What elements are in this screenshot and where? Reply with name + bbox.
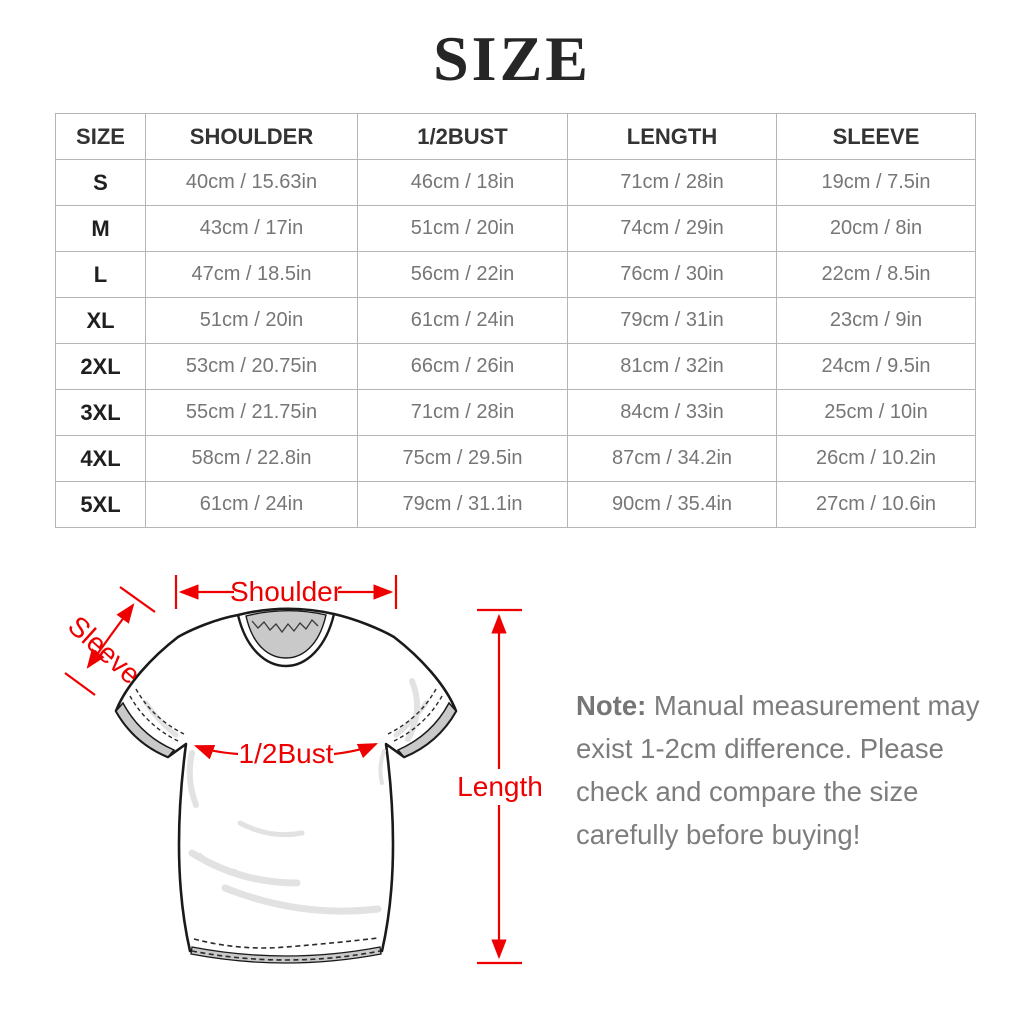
length-label: Length <box>457 771 543 802</box>
page-title: SIZE <box>433 23 591 94</box>
value-cell: 61cm / 24in <box>358 298 568 344</box>
value-cell: 19cm / 7.5in <box>777 160 976 206</box>
note-label: Note: <box>576 690 647 721</box>
value-cell: 51cm / 20in <box>146 298 358 344</box>
value-cell: 79cm / 31in <box>568 298 777 344</box>
value-cell: 75cm / 29.5in <box>358 436 568 482</box>
value-cell: 66cm / 26in <box>358 344 568 390</box>
table-row <box>56 298 976 344</box>
value-cell: 84cm / 33in <box>568 390 777 436</box>
value-cell: 46cm / 18in <box>358 160 568 206</box>
table-row <box>56 482 976 528</box>
value-cell: 47cm / 18.5in <box>146 252 358 298</box>
size-cell: 2XL <box>56 344 146 390</box>
value-cell: 74cm / 29in <box>568 206 777 252</box>
table-row <box>56 252 976 298</box>
bust-label: 1/2Bust <box>238 738 334 769</box>
table-row <box>56 436 976 482</box>
value-cell: 23cm / 9in <box>777 298 976 344</box>
value-cell: 87cm / 34.2in <box>568 436 777 482</box>
value-cell: 51cm / 20in <box>358 206 568 252</box>
value-cell: 53cm / 20.75in <box>146 344 358 390</box>
size-cell: XL <box>56 298 146 344</box>
value-cell: 56cm / 22in <box>358 252 568 298</box>
value-cell: 71cm / 28in <box>568 160 777 206</box>
value-cell: 90cm / 35.4in <box>568 482 777 528</box>
value-cell: 25cm / 10in <box>777 390 976 436</box>
note-body: Manual measurement may exist 1-2cm difference. Please check and compare the size carefully before buying! <box>576 690 980 850</box>
col-header-length: LENGTH <box>568 114 777 160</box>
table-row <box>56 390 976 436</box>
table-row <box>56 344 976 390</box>
value-cell: 43cm / 17in <box>146 206 358 252</box>
value-cell: 81cm / 32in <box>568 344 777 390</box>
tshirt-diagram <box>40 553 565 1023</box>
note-text <box>576 684 980 856</box>
size-cell: 3XL <box>56 390 146 436</box>
tshirt-outline <box>116 609 456 963</box>
size-cell: L <box>56 252 146 298</box>
value-cell: 24cm / 9.5in <box>777 344 976 390</box>
sleeve-label: Sleeve <box>62 609 147 691</box>
value-cell: 26cm / 10.2in <box>777 436 976 482</box>
col-header-bust: 1/2BUST <box>358 114 568 160</box>
size-cell: 4XL <box>56 436 146 482</box>
table-row <box>56 160 976 206</box>
value-cell: 61cm / 24in <box>146 482 358 528</box>
col-header-shoulder: SHOULDER <box>146 114 358 160</box>
value-cell: 76cm / 30in <box>568 252 777 298</box>
value-cell: 22cm / 8.5in <box>777 252 976 298</box>
value-cell: 27cm / 10.6in <box>777 482 976 528</box>
size-cell: M <box>56 206 146 252</box>
value-cell: 79cm / 31.1in <box>358 482 568 528</box>
size-cell: 5XL <box>56 482 146 528</box>
value-cell: 40cm / 15.63in <box>146 160 358 206</box>
shoulder-label: Shoulder <box>229 576 343 607</box>
table-row <box>56 206 976 252</box>
value-cell: 55cm / 21.75in <box>146 390 358 436</box>
col-header-sleeve: SLEEVE <box>777 114 976 160</box>
size-table <box>55 113 976 528</box>
value-cell: 58cm / 22.8in <box>146 436 358 482</box>
col-header-size: SIZE <box>56 114 146 160</box>
table-header-row <box>56 114 976 160</box>
value-cell: 71cm / 28in <box>358 390 568 436</box>
value-cell: 20cm / 8in <box>777 206 976 252</box>
size-cell: S <box>56 160 146 206</box>
